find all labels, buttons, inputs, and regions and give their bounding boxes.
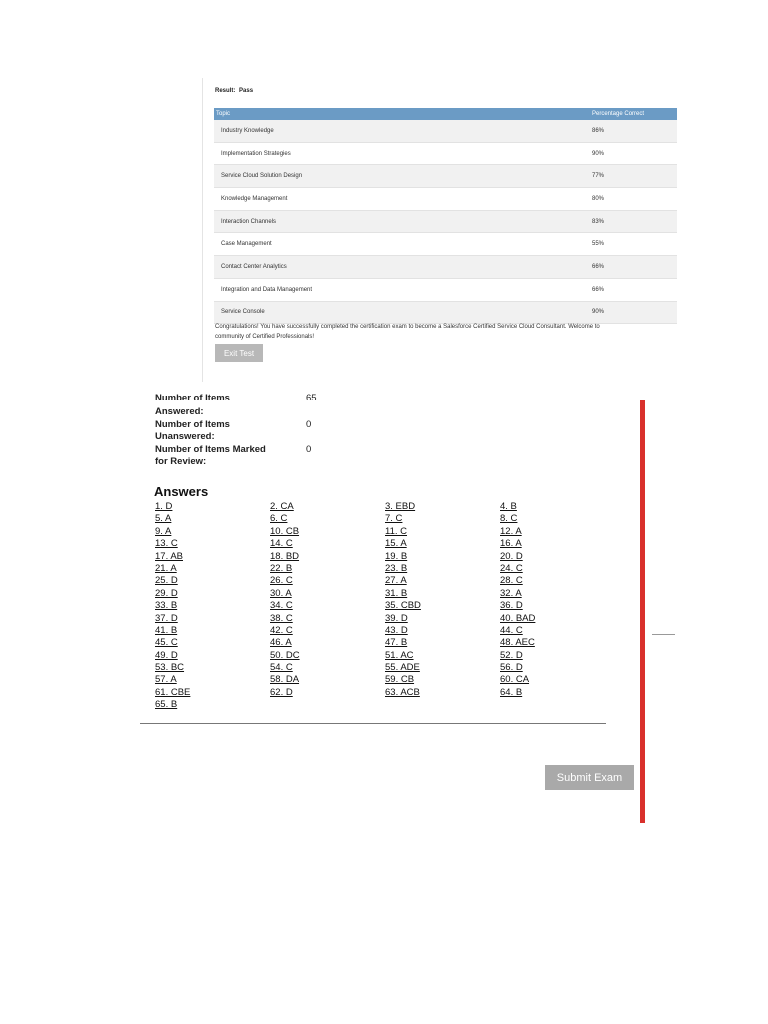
answer-link[interactable]: 52. D xyxy=(500,649,523,661)
topic-cell: Industry Knowledge xyxy=(221,127,274,134)
percent-cell: 90% xyxy=(592,150,605,157)
answer-link[interactable]: 56. D xyxy=(500,662,523,674)
answer-link[interactable]: 62. D xyxy=(270,686,293,698)
topic-cell: Case Management xyxy=(221,241,272,248)
answer-link[interactable]: 33. B xyxy=(155,600,178,612)
answer-link[interactable]: 22. B xyxy=(270,562,293,574)
answer-link[interactable]: 9. A xyxy=(155,525,172,537)
items-answered-label-cut: Number of Items xyxy=(155,393,230,400)
topic-cell: Contact Center Analytics xyxy=(221,263,287,270)
accent-sidebar-bar xyxy=(640,400,645,823)
section-divider xyxy=(140,723,606,724)
topic-cell: Integration and Data Management xyxy=(221,286,313,293)
items-marked-value: 0 xyxy=(306,444,312,455)
topic-cell: Service Cloud Solution Design xyxy=(221,173,303,180)
score-row xyxy=(214,256,677,279)
answer-link[interactable]: 54. C xyxy=(270,662,293,674)
answer-link[interactable]: 7. C xyxy=(385,513,403,525)
answer-link[interactable]: 12. A xyxy=(500,525,522,537)
answers-heading: Answers xyxy=(154,484,209,499)
answer-link[interactable]: 13. C xyxy=(155,538,178,550)
answer-link[interactable]: 5. A xyxy=(155,513,172,525)
answer-link[interactable]: 60. CA xyxy=(500,674,530,686)
topic-cell: Interaction Channels xyxy=(221,218,277,225)
score-row xyxy=(214,143,677,166)
answer-link[interactable]: 48. AEC xyxy=(500,637,535,649)
answer-link[interactable]: 47. B xyxy=(385,637,408,649)
answer-link[interactable]: 19. B xyxy=(385,550,408,562)
items-unanswered-value: 0 xyxy=(306,419,312,430)
answer-link[interactable]: 34. C xyxy=(270,600,293,612)
answer-link[interactable]: 1. D xyxy=(155,501,173,512)
answer-link[interactable]: 40. BAD xyxy=(500,612,536,624)
percent-cell: 86% xyxy=(592,127,605,134)
congratulations-message xyxy=(215,322,677,342)
answer-link[interactable]: 26. C xyxy=(270,575,293,587)
answer-link[interactable]: 11. C xyxy=(385,525,408,537)
answer-link[interactable]: 15. A xyxy=(385,538,407,550)
score-row xyxy=(214,279,677,302)
answer-link[interactable]: 36. D xyxy=(500,600,523,612)
answer-link[interactable]: 44. C xyxy=(500,624,523,636)
answer-link[interactable]: 32. A xyxy=(500,587,522,599)
answer-link[interactable]: 39. D xyxy=(385,612,408,624)
answer-link[interactable]: 21. A xyxy=(155,562,177,574)
percent-cell: 55% xyxy=(592,241,605,248)
answer-link[interactable]: 61. CBE xyxy=(155,686,191,698)
answer-link[interactable]: 57. A xyxy=(155,674,177,686)
percent-cell: 80% xyxy=(592,195,605,202)
answers-grid xyxy=(155,501,615,712)
answer-link[interactable]: 50. DC xyxy=(270,649,300,661)
answer-link[interactable]: 27. A xyxy=(385,575,407,587)
answer-link[interactable]: 18. BD xyxy=(270,550,300,562)
answer-link[interactable]: 28. C xyxy=(500,575,523,587)
topic-cell: Implementation Strategies xyxy=(221,150,291,157)
percent-cell: 66% xyxy=(592,286,605,293)
answer-link[interactable]: 30. A xyxy=(270,587,292,599)
score-row xyxy=(214,211,677,234)
answer-link[interactable]: 43. D xyxy=(385,624,408,636)
answer-link[interactable]: 38. C xyxy=(270,612,293,624)
answer-link[interactable]: 23. B xyxy=(385,562,408,574)
topic-cell: Knowledge Management xyxy=(221,195,288,202)
answer-link[interactable]: 58. DA xyxy=(270,674,300,686)
answer-link[interactable]: 4. B xyxy=(500,501,517,512)
result-label: Result: xyxy=(215,88,236,94)
answer-link[interactable]: 25. D xyxy=(155,575,178,587)
percent-cell: 83% xyxy=(592,218,605,225)
answer-link[interactable]: 53. BC xyxy=(155,662,185,674)
percent-cell: 66% xyxy=(592,263,605,270)
answer-link[interactable]: 10. CB xyxy=(270,525,300,537)
score-row xyxy=(214,302,677,325)
answer-link[interactable]: 29. D xyxy=(155,587,178,599)
answer-link[interactable]: 49. D xyxy=(155,649,178,661)
answer-link[interactable]: 46. A xyxy=(270,637,292,649)
answer-link[interactable]: 31. B xyxy=(385,587,408,599)
answer-link[interactable]: 17. AB xyxy=(155,550,183,562)
answer-link[interactable]: 3. EBD xyxy=(385,501,416,512)
score-row xyxy=(214,233,677,256)
exit-test-button[interactable]: Exit Test xyxy=(215,344,263,362)
score-row xyxy=(214,165,677,188)
answer-link[interactable]: 8. C xyxy=(500,513,518,525)
answer-link[interactable]: 55. ADE xyxy=(385,662,420,674)
answer-link[interactable]: 20. D xyxy=(500,550,523,562)
answer-link[interactable]: 63. ACB xyxy=(385,686,420,698)
answer-link[interactable]: 35. CBD xyxy=(385,600,421,612)
answer-link[interactable]: 6. C xyxy=(270,513,288,525)
items-answered-value: 65 xyxy=(306,393,317,400)
submit-exam-button[interactable]: Submit Exam xyxy=(545,765,634,790)
score-row xyxy=(214,120,677,143)
items-unanswered-label: Number of Items Unanswered: xyxy=(155,419,230,442)
answer-link[interactable]: 2. CA xyxy=(270,501,294,512)
score-row xyxy=(214,188,677,211)
answer-link[interactable]: 41. B xyxy=(155,624,178,636)
score-table xyxy=(214,108,677,324)
topic-cell: Service Console xyxy=(221,309,265,316)
score-table-header xyxy=(214,108,677,120)
answer-link[interactable]: 65. B xyxy=(155,699,178,711)
congratulations-line-1: Congratulations! You have successfully completed the certification exam to become a Salesforce Certified Service Cloud Consultant. Welcome to xyxy=(215,324,600,330)
answer-link[interactable]: 37. D xyxy=(155,612,178,624)
items-answered-label: Answered: xyxy=(155,406,204,417)
percent-cell: 90% xyxy=(592,309,605,316)
result-value: Pass xyxy=(239,88,254,94)
answer-link[interactable]: 42. C xyxy=(270,624,293,636)
answer-link[interactable]: 59. CB xyxy=(385,674,415,686)
items-marked-label: Number of Items Marked for Review: xyxy=(155,444,266,467)
result-status xyxy=(215,88,253,94)
percent-header: Percentage Correct xyxy=(592,111,645,117)
answer-link[interactable]: 45. C xyxy=(155,637,178,649)
topic-header: Topic xyxy=(216,111,231,117)
results-panel xyxy=(202,78,677,382)
answer-link[interactable]: 24. C xyxy=(500,562,523,574)
answer-link[interactable]: 16. A xyxy=(500,538,522,550)
congratulations-line-2: community of Certified Professionals! xyxy=(215,334,315,340)
side-divider xyxy=(652,634,675,635)
answer-link[interactable]: 51. AC xyxy=(385,649,414,661)
answer-link[interactable]: 64. B xyxy=(500,686,523,698)
percent-cell: 77% xyxy=(592,173,605,180)
answer-link[interactable]: 14. C xyxy=(270,538,293,550)
